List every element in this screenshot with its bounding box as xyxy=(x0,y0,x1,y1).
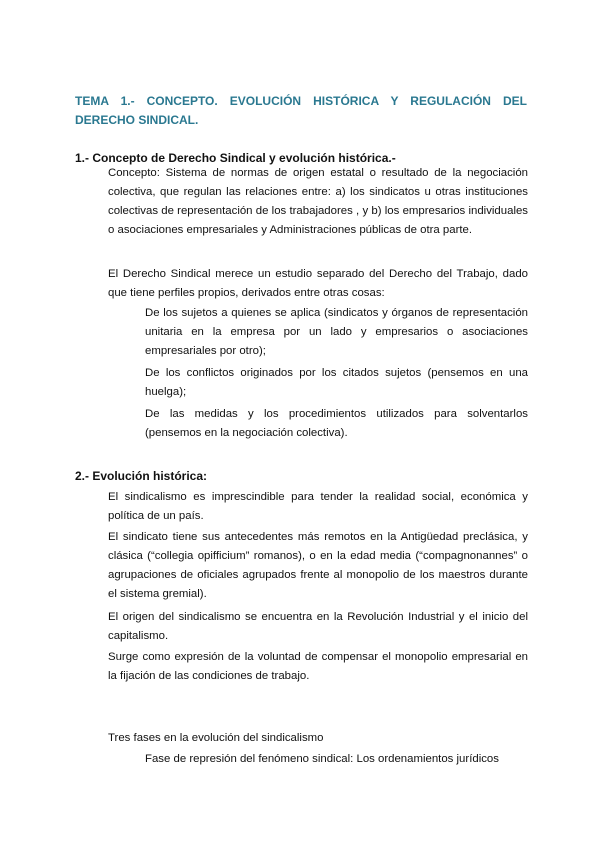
list-item-subjects: De los sujetos a quienes se aplica (sindicatos y órganos de representación unitaria en la empresa por un lado y empresarios o asociaciones empresariales por otro); xyxy=(145,307,528,357)
phase-1-text: Fase de represión del fenómeno sindical: Los ordenamientos jurídicos xyxy=(145,753,499,765)
history-paragraph-3: El origen del sindicalismo se encuentra en la Revolución Industrial y el inicio del capitalismo. xyxy=(108,611,528,642)
document-title: TEMA 1.- CONCEPTO. EVOLUCIÓN HISTÓRICA Y REGULACIÓN DEL DERECHO SINDICAL. xyxy=(75,94,527,127)
phases-intro: Tres fases en la evolución del sindicalismo xyxy=(108,732,324,744)
intro-paragraph: El Derecho Sindical merece un estudio separado del Derecho del Trabajo, dado que tiene perfiles propios, derivados entre otras cosas: xyxy=(108,268,528,299)
list-item-conflicts: De los conflictos originados por los citados sujetos (pensemos en una huelga); xyxy=(145,367,528,398)
history-paragraph-4: Surge como expresión de la voluntad de compensar el monopolio empresarial en la fijación de las condiciones de trabajo. xyxy=(108,651,528,682)
history-paragraph-1: El sindicalismo es imprescindible para tender la realidad social, económica y política de un país. xyxy=(108,491,528,522)
concept-paragraph: Concepto: Sistema de normas de origen estatal o resultado de la negociación colectiva, que regulan las relaciones entre: a) los sindicatos u otras instituciones colectivas de representación de los trabajadores , y b) los empresarios individuales o asociaciones empresariales y Administraciones públicas de otra parte. xyxy=(108,167,528,236)
section-1-heading: 1.- Concepto de Derecho Sindical y evolución histórica.- xyxy=(75,151,396,165)
list-item-measures: De las medidas y los procedimientos utilizados para solventarlos (pensemos en la negociación colectiva). xyxy=(145,408,528,439)
section-2-heading: 2.- Evolución histórica: xyxy=(75,469,208,483)
history-paragraph-2: El sindicato tiene sus antecedentes más remotos en la Antigüedad preclásica, y clásica (“collegia opifficium” romanos), o en la edad media (“compagnonannes” o agrupaciones de oficiales agrupados frente al monopolio de los maestros durante el sistema gremial). xyxy=(108,531,528,600)
